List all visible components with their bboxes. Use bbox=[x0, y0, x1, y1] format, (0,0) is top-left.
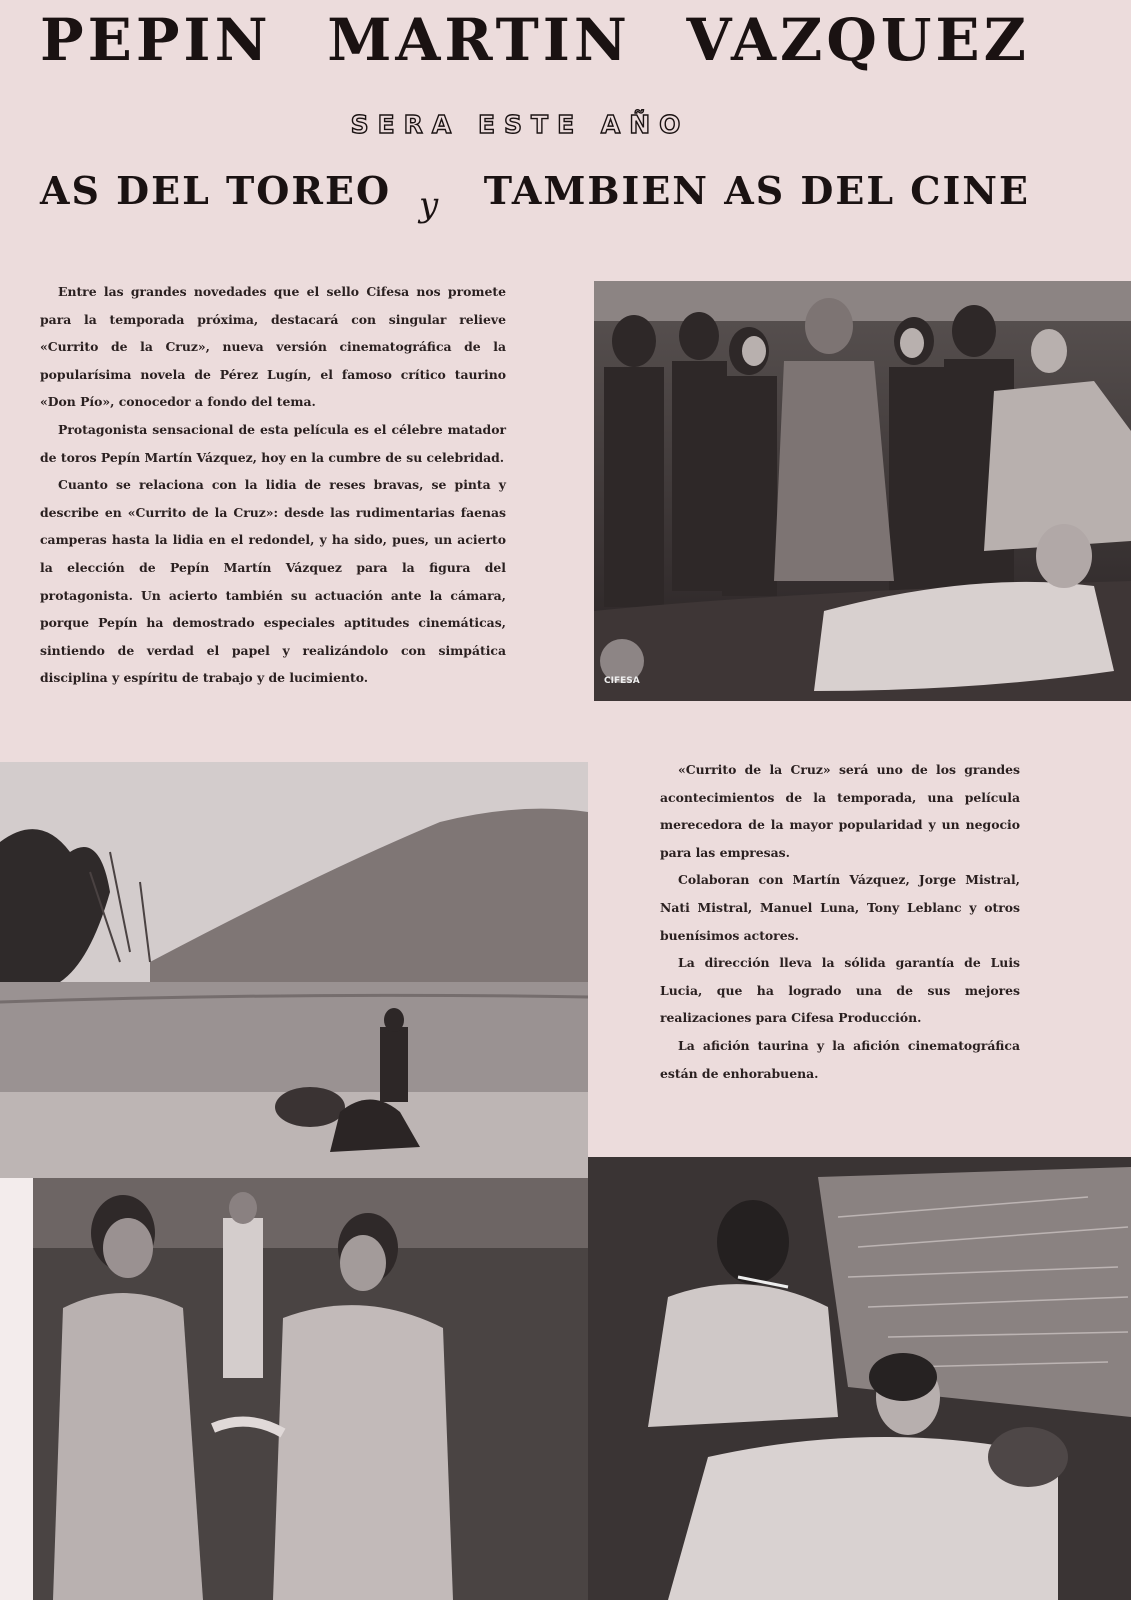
paragraph: La afición taurina y la afición cinematográfica están de enhorabuena. bbox=[660, 1037, 1020, 1081]
paragraph: Entre las grandes novedades que el sello Cifesa nos promete para la temporada próxima, destacará con singular relieve «Currito de la Cruz», nueva versión cinematográfica de la popularísima novela de Pérez Lugín, el famoso crítico taurino «Don Pío», conocedor a fondo del tema. bbox=[40, 284, 506, 410]
paragraph: «Currito de la Cruz» será uno de los grandes acontecimientos de la temporada, una película merecedora de la mayor popularidad y un negocio para las empresas. bbox=[660, 762, 1020, 860]
photo-hospital-scene bbox=[594, 281, 1131, 701]
photo-bullfighters-handshake bbox=[33, 1178, 588, 1600]
paragraph: Colaboran con Martín Vázquez, Jorge Mistral, Nati Mistral, Manuel Luna, Tony Leblanc y otros buenísimos actores. bbox=[660, 872, 1020, 943]
subheadline: SERA ESTE AÑO bbox=[350, 110, 690, 139]
cifesa-logo: CIFESA bbox=[604, 676, 640, 686]
headline bbox=[40, 6, 1030, 74]
tagline-conjunction: y bbox=[419, 185, 441, 225]
article-column-left bbox=[40, 278, 506, 692]
headline-word-second: MARTIN bbox=[327, 6, 631, 74]
article-column-right bbox=[660, 756, 1020, 1087]
paragraph: La dirección lleva la sólida garantía de Luis Lucia, que ha logrado una de sus mejores realizaciones para Cifesa Producción. bbox=[660, 955, 1020, 1026]
tagline-right: TAMBIEN AS DEL CINE bbox=[483, 168, 1030, 213]
paragraph: Cuanto se relaciona con la lidia de reses bravas, se pinta y describe en «Currito de la Cruz»: desde las rudimentarias faenas camperas hasta la lidia en el redondel, y ha sido, pues, un acierto la elección de Pepín Martín Vázquez para la figura del protagonista. Un acierto también su actuación ante la cámara, porque Pepín ha demostrado especiales aptitudes cinemáticas, sintiendo de verdad el papel y realizándolo con simpática disciplina y espíritu de trabajo y de lucimiento. bbox=[40, 477, 506, 686]
tagline bbox=[40, 168, 1030, 225]
tagline-left: AS DEL TOREO bbox=[40, 168, 392, 213]
headline-word-third: VAZQUEZ bbox=[686, 6, 1030, 74]
page-margin-strip bbox=[0, 1178, 33, 1600]
headline-word-first: PEPIN bbox=[40, 6, 272, 74]
photo-resting-in-straw bbox=[588, 1157, 1131, 1600]
paragraph: Protagonista sensacional de esta película es el célebre matador de toros Pepín Martín Vázquez, hoy en la cumbre de su celebridad. bbox=[40, 421, 506, 465]
